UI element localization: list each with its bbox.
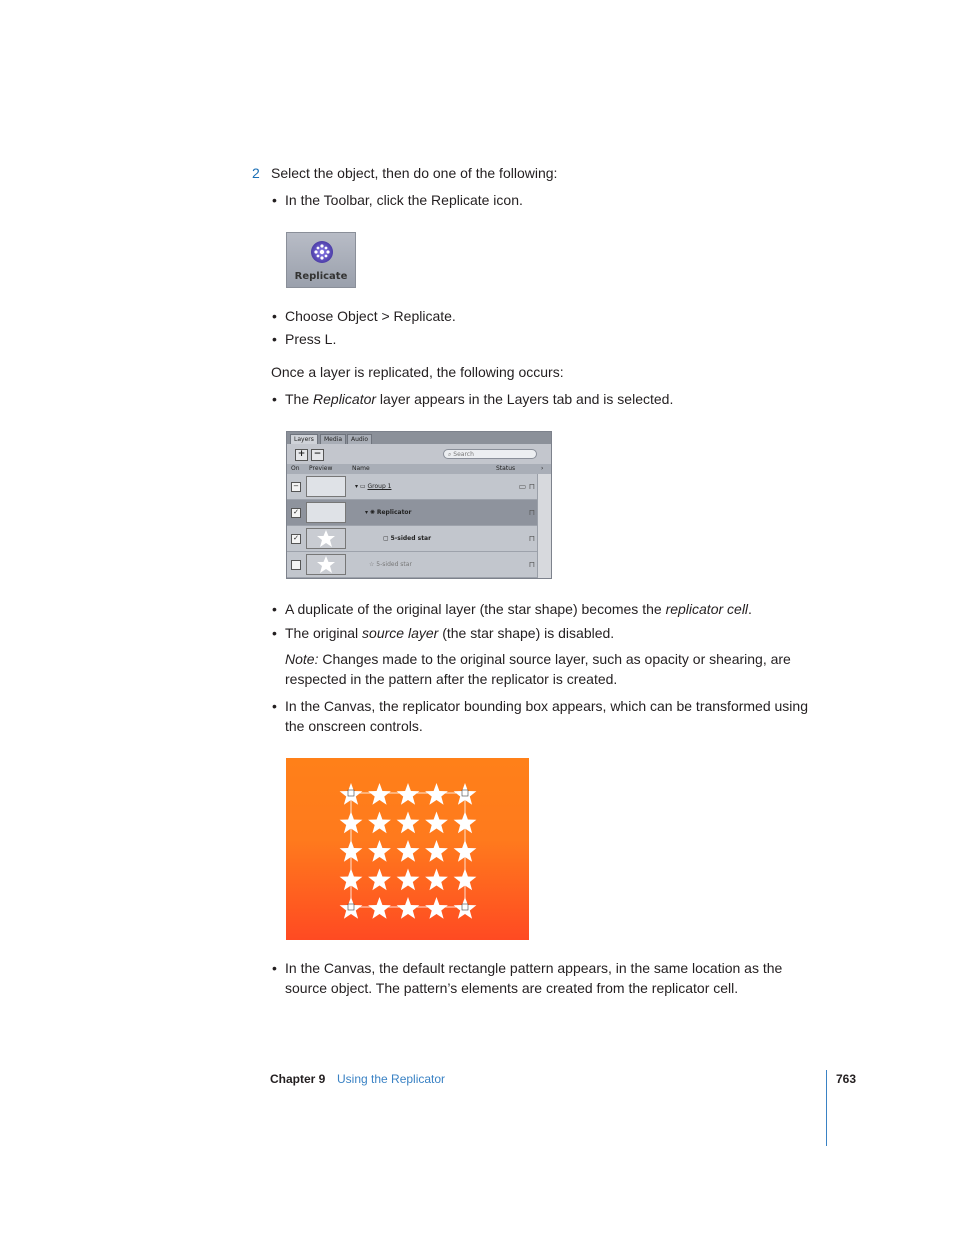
note-text: Changes made to the original source layer, such as opacity or shearing, are — [318, 651, 791, 667]
step-2 — [252, 163, 260, 183]
layers-panel — [286, 431, 552, 579]
note-text-2: respected in the pattern after the replicator is created. — [285, 671, 618, 687]
layer-name: ▢ 5-sided star — [383, 535, 432, 542]
layer-preview — [306, 476, 346, 497]
replicated-star — [425, 840, 448, 862]
lock-icon[interactable]: ⊓ — [528, 560, 535, 569]
step-number: 2 — [252, 165, 260, 181]
replicated-star — [368, 869, 391, 891]
layers-panel-tabs — [287, 432, 551, 444]
layer-name: ▾ ▭ Group 1 — [355, 483, 392, 490]
transform-handle[interactable] — [348, 790, 354, 796]
bullet-marker: • — [272, 308, 277, 324]
canvas-preview — [286, 758, 529, 940]
bullet-duplicate: A duplicate of the original layer (the star shape) becomes the replicator cell. — [285, 601, 752, 617]
layer-checkbox[interactable]: ✓ — [291, 508, 301, 518]
layer-row-star-cell[interactable] — [287, 526, 539, 552]
step-text: Select the object, then do one of the following: — [271, 165, 558, 181]
replicated-star — [368, 783, 391, 805]
bullet-replicator: The Replicator layer appears in the Layers tab and is selected. — [285, 391, 674, 407]
layer-checkbox[interactable] — [291, 560, 301, 570]
replicated-star — [425, 783, 448, 805]
replicated-star — [368, 897, 391, 919]
column-name: Name — [352, 465, 370, 472]
bullet-source: The original source layer (the star shape) is disabled. — [285, 625, 615, 641]
transform-handle[interactable] — [462, 790, 468, 796]
tab-media[interactable]: Media — [320, 434, 346, 445]
lock-icon[interactable]: ⊓ — [528, 534, 535, 543]
column-on: On — [291, 465, 300, 472]
column-preview: Preview — [309, 465, 333, 472]
bullet-marker: • — [272, 391, 277, 407]
replicate-toolbar-button[interactable] — [286, 232, 356, 288]
bullet-marker: • — [272, 625, 277, 641]
replicated-star — [397, 840, 420, 862]
chevron-right-icon: › — [541, 465, 544, 472]
page-number: 763 — [836, 1072, 857, 1086]
bullet-marker: • — [272, 331, 277, 347]
search-input[interactable]: ⌕ Search — [443, 449, 537, 459]
replicated-star — [425, 869, 448, 891]
layer-preview — [306, 528, 346, 549]
lock-icon[interactable]: ▭ ⊓ — [518, 482, 535, 491]
column-status: Status — [496, 465, 516, 472]
replicated-star — [425, 812, 448, 834]
bullet-marker: • — [272, 192, 277, 208]
layer-row-replicator[interactable] — [287, 500, 539, 526]
intro-text: Once a layer is replicated, the following occurs: — [271, 364, 564, 380]
layers-scrollbar[interactable] — [537, 474, 551, 578]
note-label: Note: — [285, 651, 319, 667]
lock-icon[interactable]: ⊓ — [528, 508, 535, 517]
replicated-star — [425, 897, 448, 919]
add-layer-button[interactable]: + — [295, 449, 308, 461]
footer-divider — [826, 1070, 827, 1146]
replicated-star — [368, 840, 391, 862]
footer-chapter-title[interactable]: Using the Replicator — [337, 1072, 446, 1086]
layer-checkbox[interactable]: ✓ — [291, 534, 301, 544]
star-thumb — [317, 530, 335, 547]
remove-layer-button[interactable]: − — [311, 449, 324, 461]
tab-layers[interactable]: Layers — [290, 434, 318, 445]
bullet-choose: Choose Object > Replicate. — [285, 308, 456, 324]
layer-preview — [306, 554, 346, 575]
layer-checkbox[interactable]: − — [291, 482, 301, 492]
replicator-pattern — [286, 758, 529, 940]
footer-chapter: Chapter 9 — [270, 1072, 326, 1086]
transform-handle[interactable] — [462, 904, 468, 910]
star-thumb — [317, 556, 335, 573]
transform-handle[interactable] — [348, 904, 354, 910]
search-icon: ⌕ — [448, 451, 454, 458]
bullet-toolbar: In the Toolbar, click the Replicate icon. — [285, 192, 523, 208]
replicate-icon — [311, 241, 333, 263]
bullet-marker: • — [272, 960, 277, 976]
replicated-star — [397, 812, 420, 834]
replicate-label: Replicate — [294, 271, 348, 282]
replicated-star — [368, 812, 391, 834]
layer-preview — [306, 502, 346, 523]
tab-audio[interactable]: Audio — [347, 434, 372, 445]
bullet-press: Press L. — [285, 331, 337, 347]
bullet-marker: • — [272, 698, 277, 714]
layer-row-source-star[interactable] — [287, 552, 539, 578]
bullet-pattern: In the Canvas, the default rectangle pattern appears, in the same location as the source object. The pattern’s elements are created from the replicator cell. — [285, 960, 783, 996]
replicated-star — [397, 783, 420, 805]
replicated-star — [397, 869, 420, 891]
layers-toolbar — [287, 444, 551, 464]
layer-row-group[interactable] — [287, 474, 539, 500]
bullet-canvas: In the Canvas, the replicator bounding box appears, which can be transformed using the onscreen controls. — [285, 698, 808, 734]
replicated-star — [397, 897, 420, 919]
layer-name: ☆ 5-sided star — [369, 561, 412, 568]
bullet-marker: • — [272, 601, 277, 617]
note — [285, 649, 825, 689]
layer-name: ▾ ✺ Replicator — [365, 509, 412, 516]
